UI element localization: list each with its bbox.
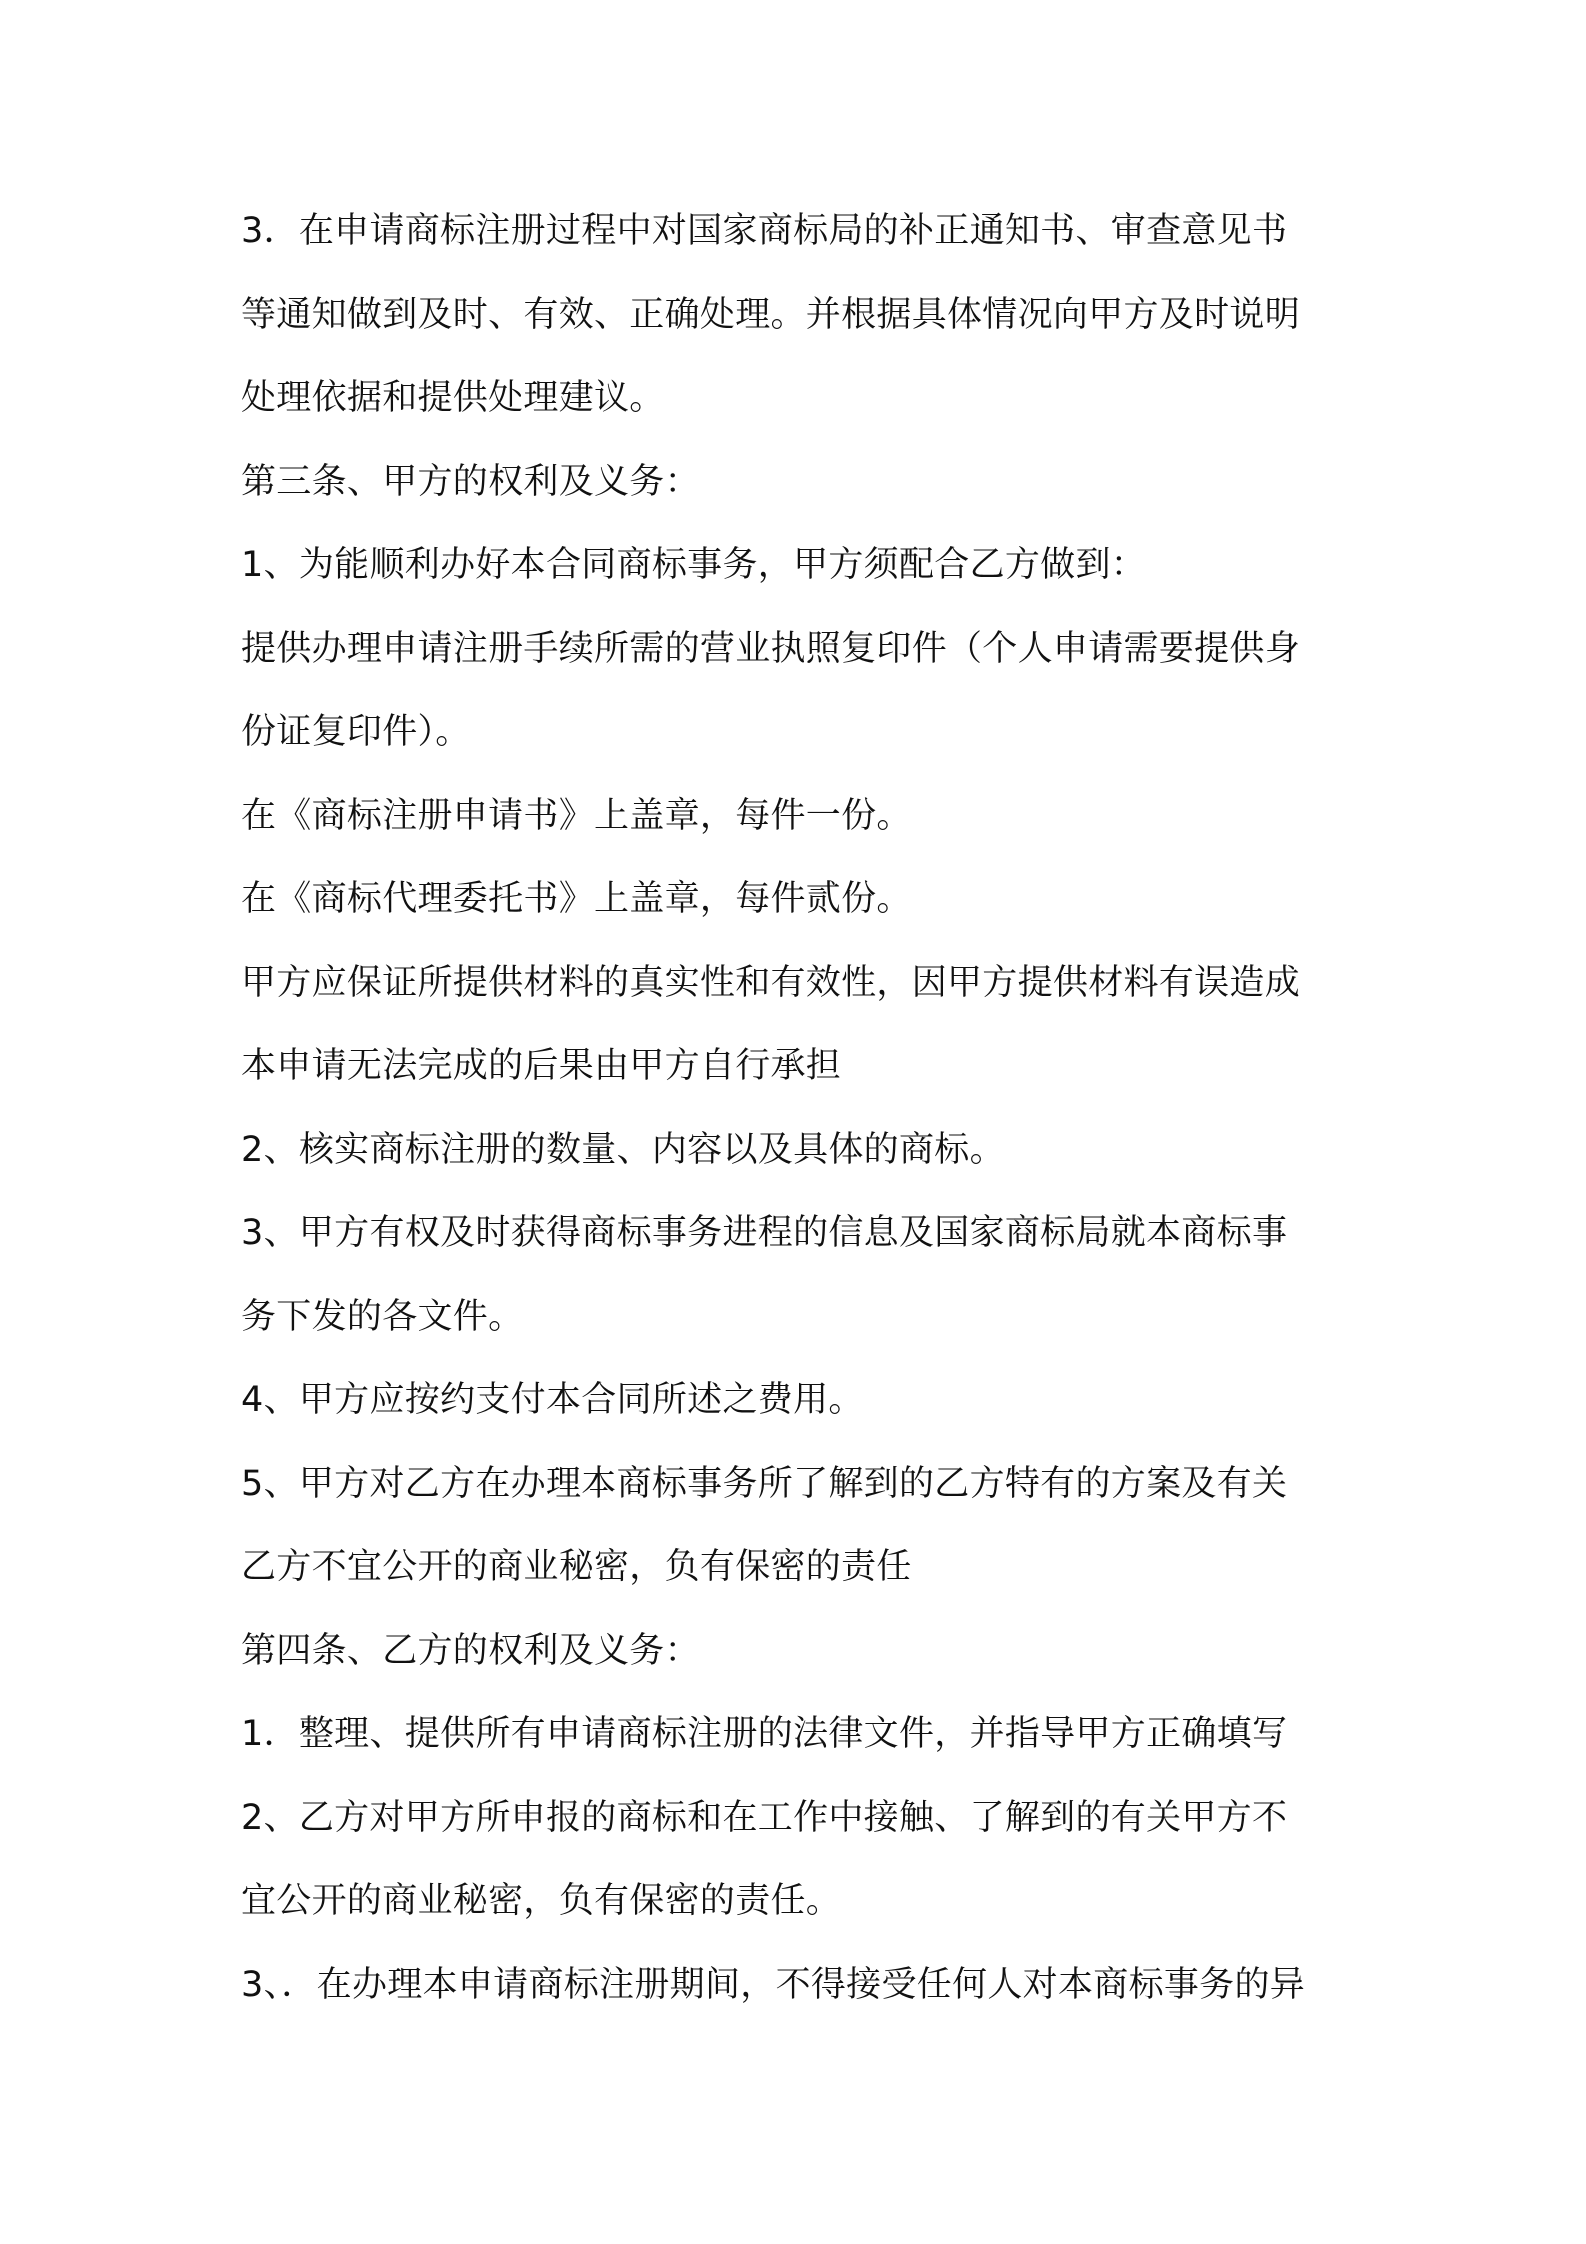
text-line: 3．在申请商标注册过程中对国家商标局的补正通知书、审查意见书	[241, 211, 1288, 251]
text-line: 乙方不宜公开的商业秘密，负有保密的责任	[241, 1547, 912, 1587]
text-line: 处理依据和提供处理建议。	[241, 378, 665, 418]
text-line: 1、为能顺利办好本合同商标事务，甲方须配合乙方做到：	[241, 545, 1147, 585]
text-line: 宜公开的商业秘密，负有保密的责任。	[241, 1881, 842, 1921]
document-body	[241, 190, 1361, 2027]
text-line: 务下发的各文件。	[241, 1296, 524, 1337]
section-heading-article-3: 第三条、甲方的权利及义务：	[241, 461, 700, 502]
text-line: 在《商标代理委托书》上盖章，每件贰份。	[241, 879, 912, 919]
text-line: 2、乙方对甲方所申报的商标和在工作中接触、了解到的有关甲方不	[241, 1797, 1288, 1838]
text-line: 甲方应保证所提供材料的真实性和有效性，因甲方提供材料有误造成	[241, 962, 1301, 1003]
text-line: 等通知做到及时、有效、正确处理。并根据具体情况向甲方及时说明	[241, 294, 1301, 335]
section-heading-article-4: 第四条、乙方的权利及义务：	[241, 1630, 700, 1671]
text-line: 5、甲方对乙方在办理本商标事务所了解到的乙方特有的方案及有关	[241, 1463, 1288, 1504]
text-line: 1．整理、提供所有申请商标注册的法律文件，并指导甲方正确填写	[241, 1714, 1288, 1754]
text-line: 4、甲方应按约支付本合同所述之费用。	[241, 1380, 864, 1420]
text-line: 本申请无法完成的后果由甲方自行承担	[241, 1046, 842, 1086]
text-line: 2、核实商标注册的数量、内容以及具体的商标。	[241, 1129, 1005, 1170]
text-line: 在《商标注册申请书》上盖章，每件一份。	[241, 795, 912, 836]
text-line: 3、．在办理本申请商标注册期间，不得接受任何人对本商标事务的异	[241, 1964, 1306, 2005]
text-line: 提供办理申请注册手续所需的营业执照复印件（个人申请需要提供身	[241, 628, 1301, 669]
text-line: 份证复印件）。	[241, 712, 471, 752]
text-line: 3、甲方有权及时获得商标事务进程的信息及国家商标局就本商标事	[241, 1213, 1288, 1253]
